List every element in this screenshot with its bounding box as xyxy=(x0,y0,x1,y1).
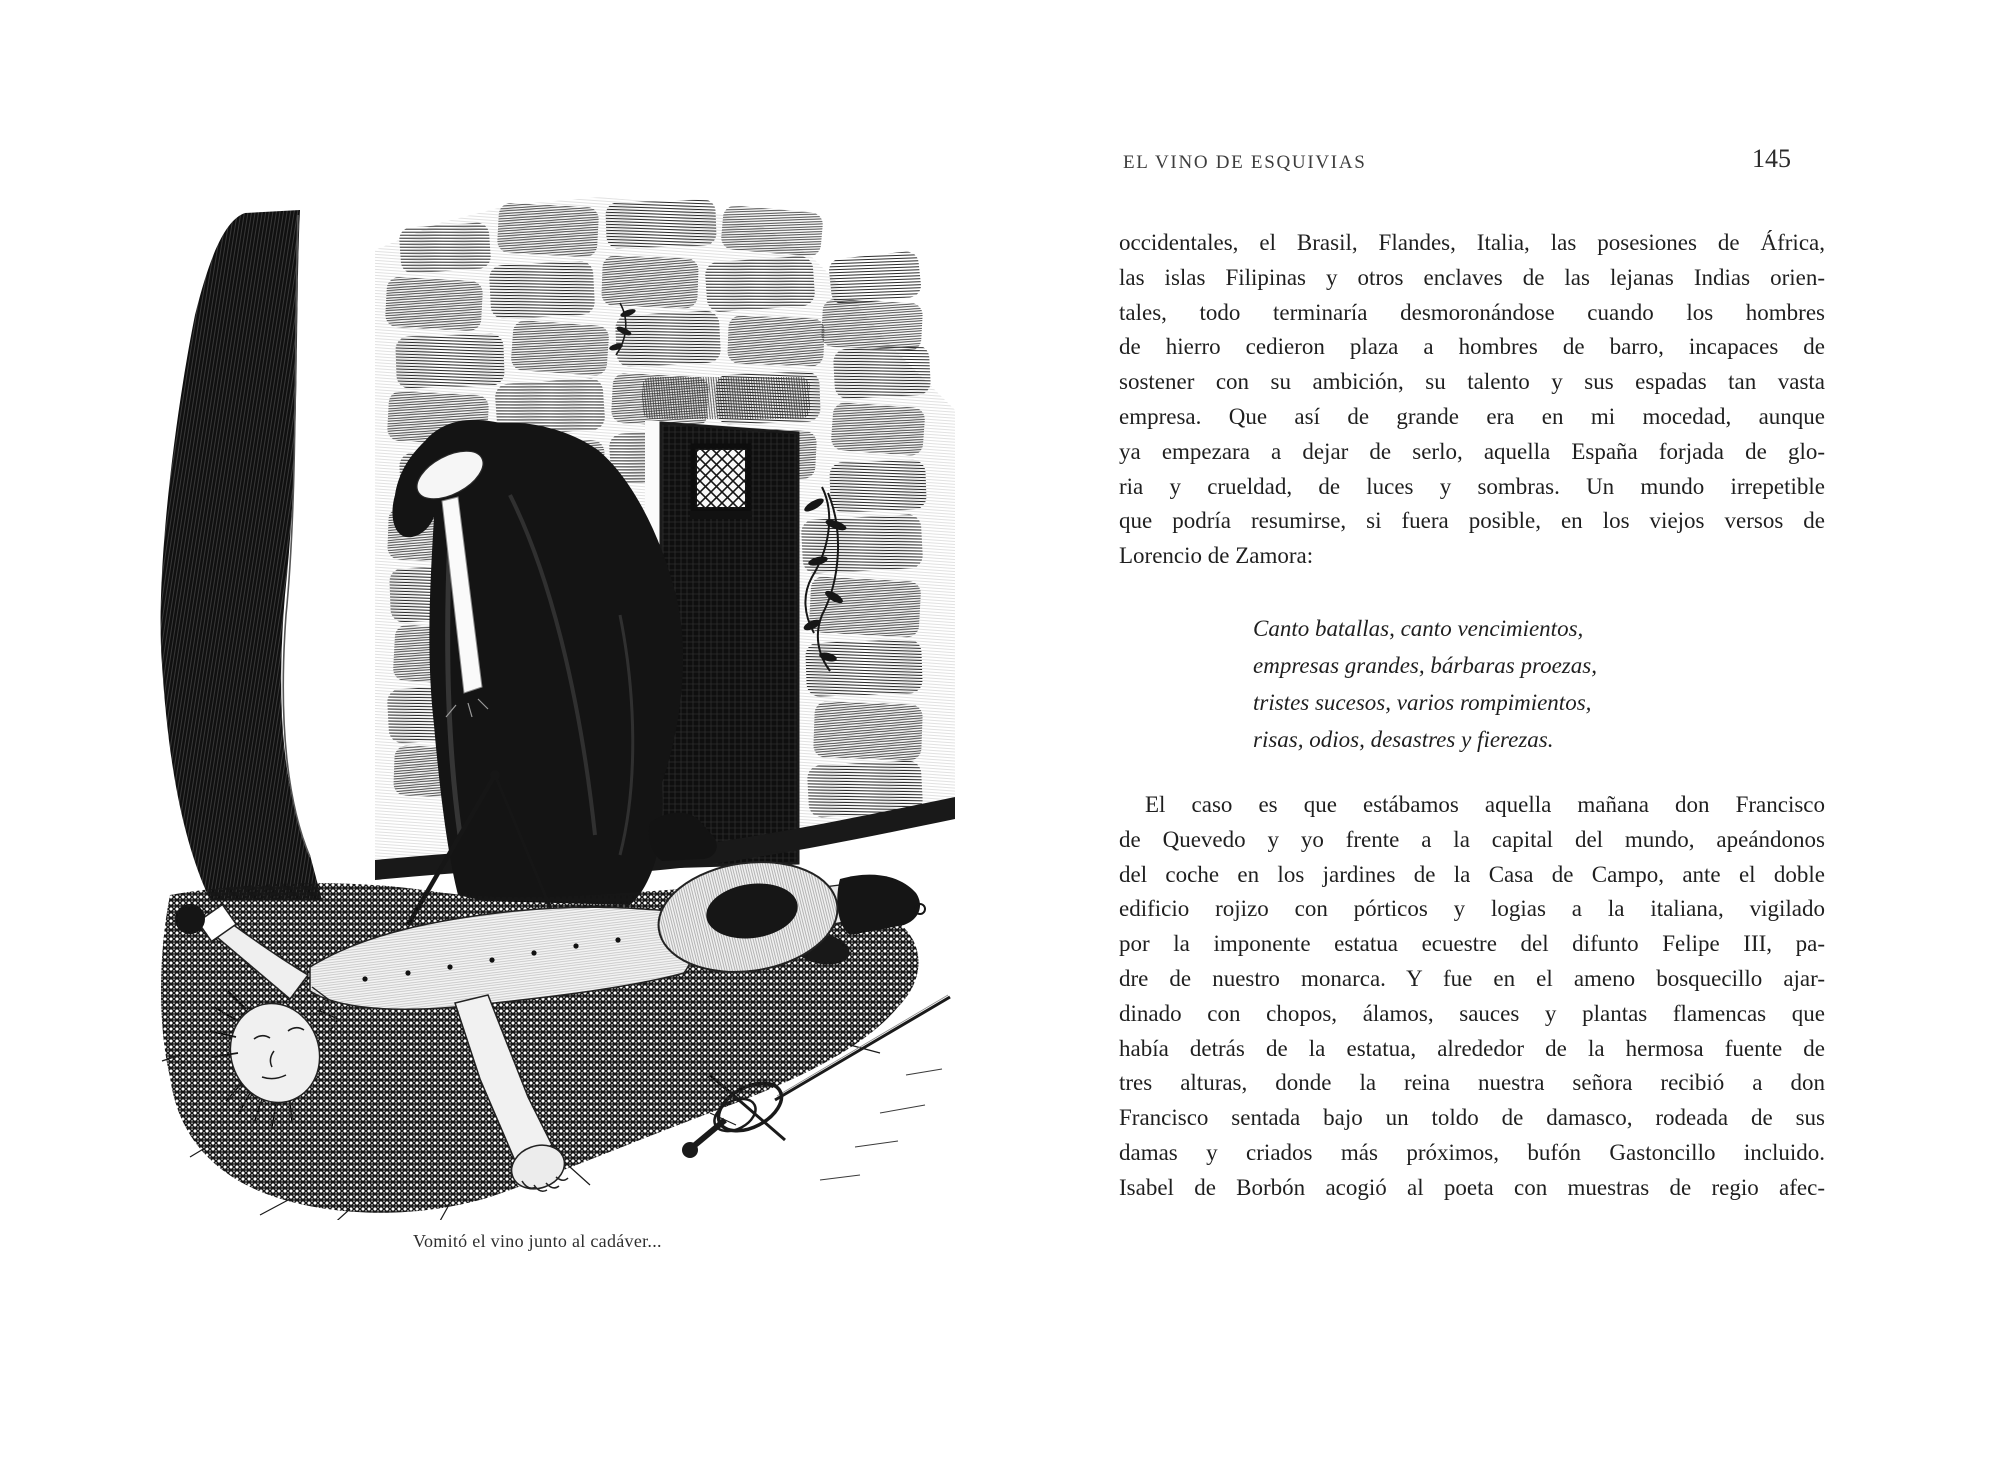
text-line: sostener con su ambición, su talento y sus espadas tan vasta xyxy=(1119,369,1825,395)
prose-paragraph xyxy=(1119,788,1825,1206)
door-lintel-stone xyxy=(642,377,810,419)
text-line: El caso es que estábamos aquella mañana don Francisco xyxy=(1145,791,1825,817)
text-line: de hierro cedieron plaza a hombres de barro, incapaces de xyxy=(1119,334,1825,360)
text-line: había detrás de la estatua, alrededor de la hermosa fuente de xyxy=(1119,1035,1825,1061)
illustration-caption: Vomitó el vino junto al cadáver... xyxy=(413,1231,662,1251)
text-line: por la imponente estatua ecuestre del difunto Felipe III, pa- xyxy=(1119,931,1825,957)
illustration-man-vomiting-beside-corpse xyxy=(150,195,955,1220)
text-line: edificio rojizo con pórticos y logias a la italiana, vigilado xyxy=(1119,896,1825,922)
text-line: Canto batallas, canto vencimientos, xyxy=(1253,615,1584,641)
text-line: dre de nuestro monarca. Y fue en el ameno bosquecillo ajar- xyxy=(1119,965,1825,991)
text-line: de Quevedo y yo frente a la capital del mundo, apeándonos xyxy=(1119,826,1825,852)
text-column xyxy=(1119,226,1825,1206)
text-line: empresas grandes, bárbaras proezas, xyxy=(1253,652,1597,678)
text-line: risas, odios, desastres y fierezas. xyxy=(1253,726,1554,752)
verse-quotation xyxy=(1253,610,1825,758)
text-line: damas y criados más próximos, bufón Gastoncillo incluido. xyxy=(1119,1139,1825,1165)
text-line: Francisco sentada bajo un toldo de damasco, rodeada de sus xyxy=(1119,1105,1825,1131)
text-line: que podría resumirse, si fuera posible, en los viejos versos de xyxy=(1119,508,1825,534)
text-line: tristes sucesos, varios rompimientos, xyxy=(1253,689,1592,715)
text-line: tres alturas, donde la reina nuestra señora recibió a don xyxy=(1119,1070,1825,1096)
text-line: empresa. Que así de grande era en mi mocedad, aunque xyxy=(1119,403,1825,429)
text-line: Lorencio de Zamora: xyxy=(1119,543,1314,569)
prose-paragraph xyxy=(1119,226,1825,574)
text-line: dinado con chopos, álamos, sauces y plantas flamencas que xyxy=(1119,1000,1825,1026)
running-header: EL VINO DE ESQUIVIAS xyxy=(1123,152,1367,173)
text-line: tales, todo terminaría desmoronándose cuando los hombres xyxy=(1119,299,1825,325)
page-number: 145 xyxy=(1752,144,1791,173)
text-line: las islas Filipinas y otros enclaves de las lejanas Indias orien- xyxy=(1119,264,1825,290)
text-line: del coche en los jardines de la Casa de Campo, ante el doble xyxy=(1119,861,1825,887)
text-line: Isabel de Borbón acogió al poeta con muestras de regio afec- xyxy=(1119,1174,1825,1200)
text-line: ria y crueldad, de luces y sombras. Un mundo irrepetible xyxy=(1119,473,1825,499)
text-line: occidentales, el Brasil, Flandes, Italia, las posesiones de África, xyxy=(1119,230,1825,255)
tree-trunk xyxy=(161,210,322,900)
text-line: ya empezara a dejar de serlo, aquella España forjada de glo- xyxy=(1119,438,1825,464)
